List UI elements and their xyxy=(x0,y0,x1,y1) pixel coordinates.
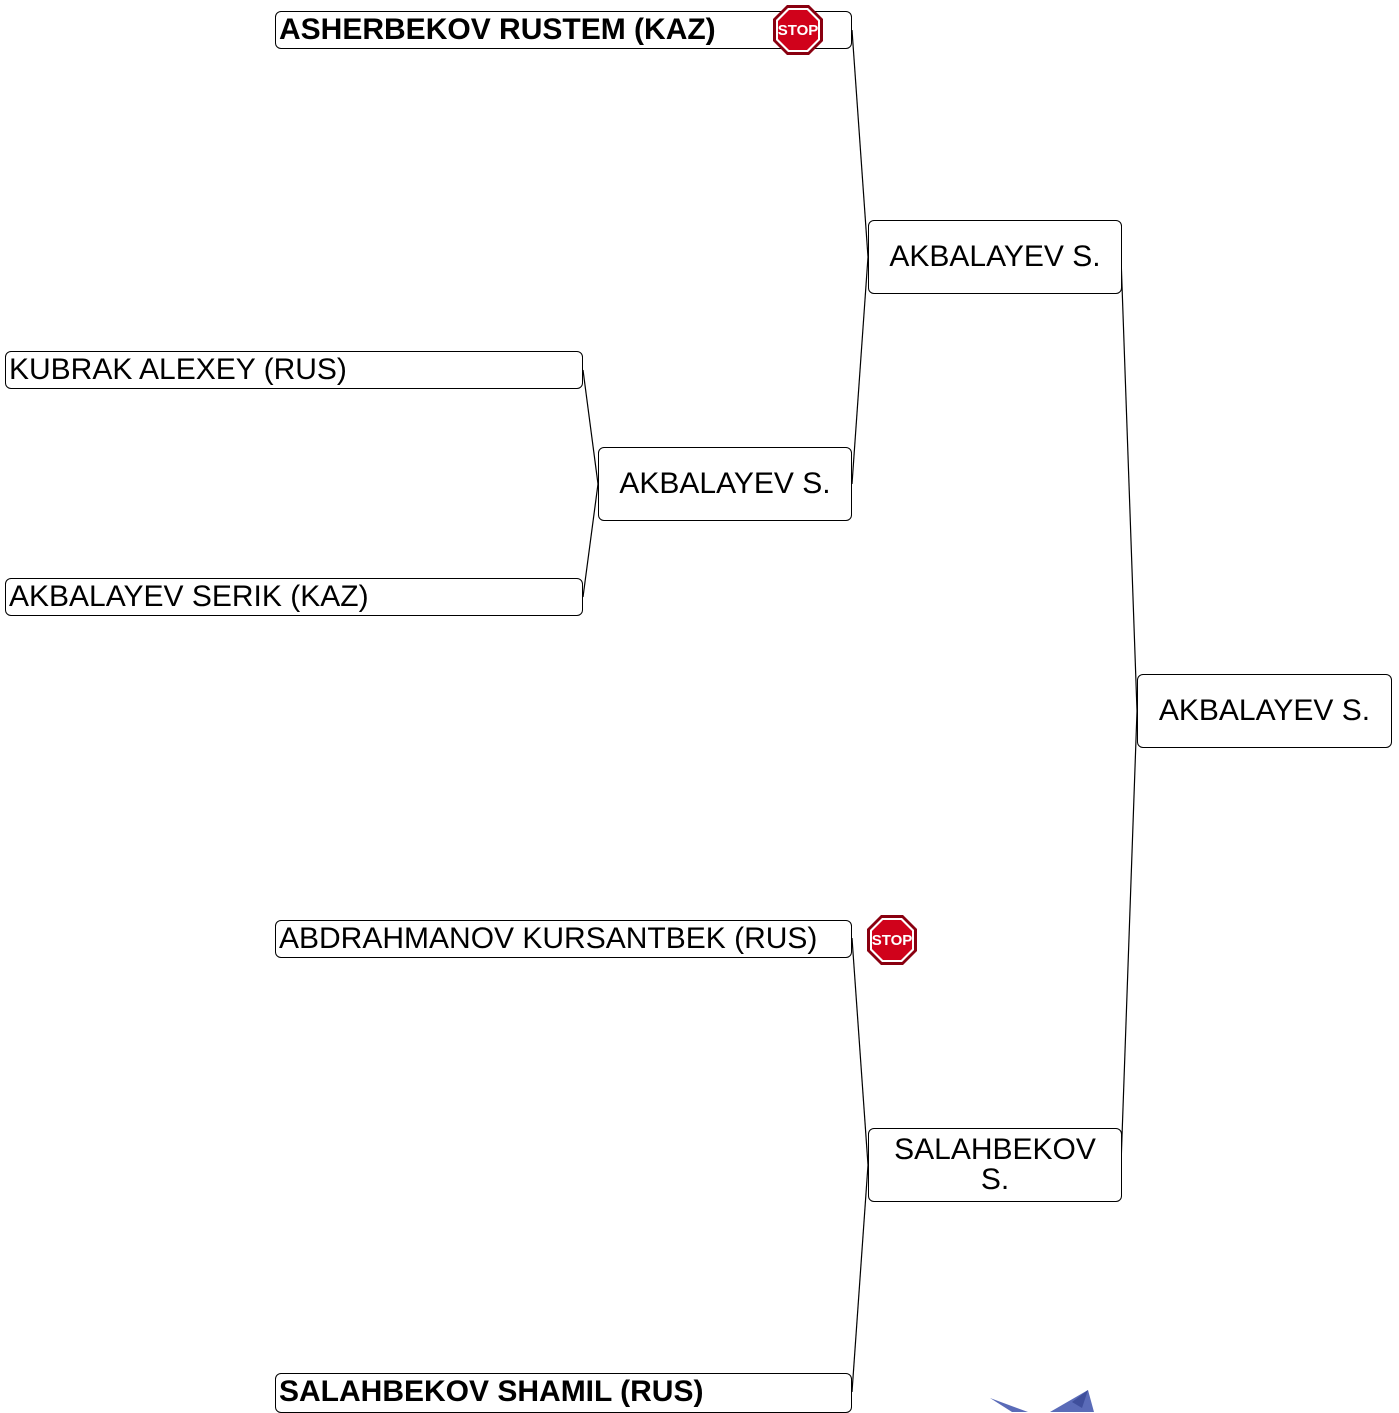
quarter-winner-box: AKBALAYEV S. xyxy=(598,447,852,521)
bracket-entry-akbalayev-serik: AKBALAYEV SERIK (KAZ) xyxy=(5,578,583,616)
connector-line xyxy=(1121,711,1137,1165)
connector-line xyxy=(1121,257,1137,711)
semi-winner-top-box: AKBALAYEV S. xyxy=(868,220,1122,294)
watermark-logo xyxy=(990,1388,1110,1412)
stop-sign-label: STOP xyxy=(871,932,913,949)
connector-line xyxy=(852,257,868,484)
semi-winner-bottom-box: SALAHBEKOV S. xyxy=(868,1128,1122,1202)
stop-sign-icon xyxy=(865,913,919,967)
bracket-entry-asherbekov: ASHERBEKOV RUSTEM (KAZ) xyxy=(275,11,852,49)
connector-line xyxy=(852,30,868,257)
connector-line xyxy=(852,1165,868,1392)
bracket-entry-abdrahmanov: ABDRAHMANOV KURSANTBEK (RUS) xyxy=(275,920,852,958)
connector-line xyxy=(583,370,598,484)
connector-line xyxy=(852,938,868,1165)
final-winner-box: AKBALAYEV S. xyxy=(1137,674,1392,748)
bracket-entry-salahbekov: SALAHBEKOV SHAMIL (RUS) xyxy=(275,1373,852,1413)
stop-sign-icon xyxy=(771,3,825,57)
connector-line xyxy=(583,484,598,597)
bracket-entry-kubrak: KUBRAK ALEXEY (RUS) xyxy=(5,351,583,389)
stop-sign-label: STOP xyxy=(777,22,819,39)
